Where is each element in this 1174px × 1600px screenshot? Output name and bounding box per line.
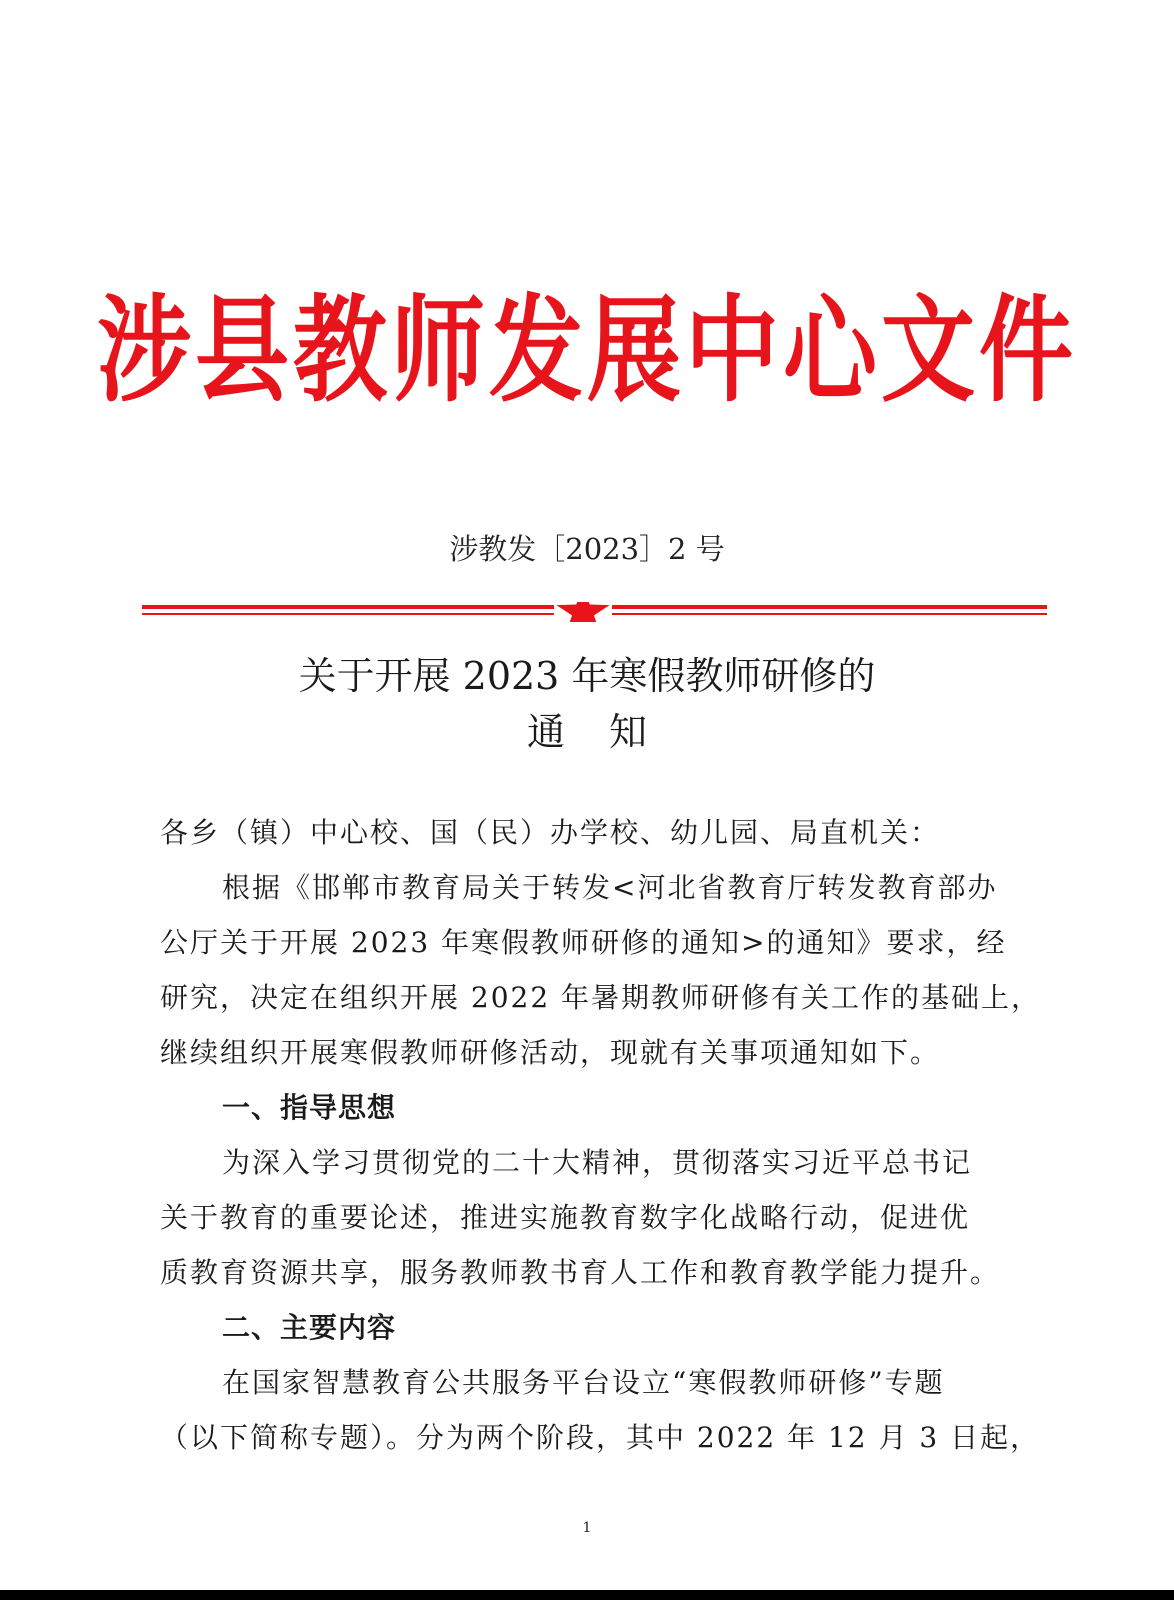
star-icon — [556, 602, 609, 622]
masthead-title: 涉县教师发展中心文件 — [96, 285, 1077, 419]
paragraph-line: 继续组织开展寒假教师研修活动，现就有关事项通知如下。 — [160, 1036, 941, 1069]
divider-left-thin — [142, 613, 554, 615]
paragraph-line: 在国家智慧教育公共服务平台设立“寒假教师研修”专题 — [222, 1366, 945, 1399]
notice-body — [160, 805, 1040, 1465]
divider-right-thin — [612, 613, 1047, 615]
paragraph-line: 研究，决定在组织开展 2022 年暑期教师研修有关工作的基础上， — [160, 981, 1042, 1014]
section-heading-main-content: 二、主要内容 — [222, 1311, 397, 1344]
page-number: 1 — [582, 1520, 592, 1536]
salutation: 各乡（镇）中心校、国（民）办学校、幼儿园、局直机关： — [160, 816, 941, 849]
paragraph-line: 质教育资源共享，服务教师教书育人工作和教育教学能力提升。 — [160, 1256, 1001, 1289]
paragraph-line: 公厅关于开展 2023 年寒假教师研修的通知>的通知》要求，经 — [160, 926, 1007, 959]
document-number: 涉教发［2023］2 号 — [449, 532, 725, 566]
paragraph-line: 为深入学习贯彻党的二十大精神，贯彻落实习近平总书记 — [222, 1146, 973, 1179]
paragraph-line: （以下简称专题）。分为两个阶段，其中 2022 年 12 月 3 日起， — [160, 1421, 1041, 1454]
section-heading-guiding-ideology: 一、指导思想 — [222, 1091, 397, 1124]
notice-title-line-1: 关于开展 2023 年寒假教师研修的 — [298, 654, 876, 698]
notice-title — [0, 648, 1174, 760]
notice-title-line-2: 通知 — [526, 710, 691, 754]
divider-left-thick — [142, 605, 554, 609]
bottom-edge-bar — [0, 1590, 1174, 1600]
paragraph-line: 根据《邯郸市教育局关于转发<河北省教育厅转发教育部办 — [222, 871, 998, 904]
paragraph-line: 关于教育的重要论述，推进实施教育数字化战略行动，促进优 — [160, 1201, 971, 1234]
divider-right-thick — [612, 605, 1047, 609]
red-divider-with-star — [142, 602, 1047, 622]
